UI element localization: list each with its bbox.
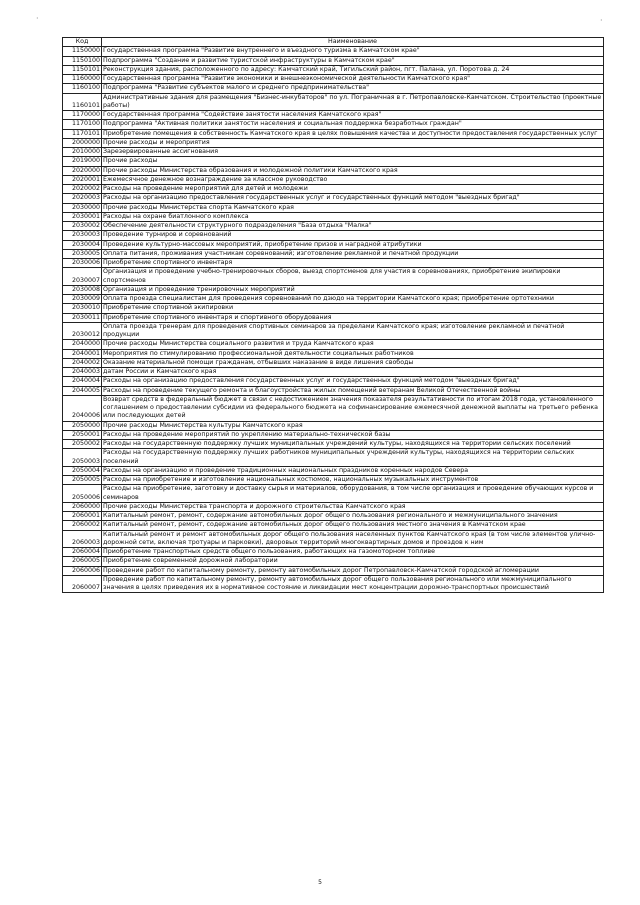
row-name: Подпрограмма "Активная политики занятости населения и социальная поддержка безработных граждан": [102, 120, 604, 129]
table-row: [63, 368, 604, 377]
row-code: 2040003: [63, 368, 102, 377]
row-name: Приобретение спортивного инвентаря и спортивного оборудования: [102, 313, 604, 322]
row-code: 2030012: [63, 322, 102, 340]
table-row: [63, 84, 604, 93]
row-code: 2060004: [63, 548, 102, 557]
row-code: 2030006: [63, 259, 102, 268]
row-name: Прочие расходы Министерства образования и молодежной политики Камчатского края: [102, 166, 604, 175]
row-code: 2030000: [63, 203, 102, 212]
row-name: Расходы на приобретение и изготовление национальных костюмов, национальных музыкальных инструментов: [102, 476, 604, 485]
row-name: Организация и проведение тренировочных мероприятий: [102, 285, 604, 294]
row-code: 2060006: [63, 566, 102, 575]
table-row: [63, 340, 604, 349]
table-row: [63, 386, 604, 395]
row-name: Капитальный ремонт, ремонт, содержание автомобильных дорог общего пользования местного значения в Камчатском крае: [102, 521, 604, 530]
row-code: 1160000: [63, 75, 102, 84]
table-row: [63, 75, 604, 84]
row-code: 2000000: [63, 138, 102, 147]
row-name: Расходы на организацию предоставления государственных услуг и государственных функций методом "выездных бригад": [102, 194, 604, 203]
row-name: Приобретение современной дорожной лаборатории: [102, 557, 604, 566]
row-code: 2020001: [63, 175, 102, 184]
row-code: 2030004: [63, 240, 102, 249]
row-code: 2060005: [63, 557, 102, 566]
row-code: 2060000: [63, 502, 102, 511]
table-row: [63, 485, 604, 503]
table-row: [63, 502, 604, 511]
table-header-row: [63, 38, 604, 47]
row-code: 2030008: [63, 285, 102, 294]
row-code: 2030003: [63, 231, 102, 240]
row-code: 2030005: [63, 249, 102, 258]
table-row: [63, 148, 604, 157]
table-row: [63, 157, 604, 166]
row-name: Государственная программа "Содействие занятости населения Камчатского края": [102, 111, 604, 120]
row-name: Административные здания для размещения "Бизнес-инкубаторов" по ул. Пограничная в г. Петропавловске-Камчатском. Строительство (проектные работы): [102, 93, 604, 111]
table-row: [63, 268, 604, 286]
table-row: [63, 185, 604, 194]
table-row: [63, 93, 604, 111]
table-row: [63, 138, 604, 147]
scan-mark: ·: [36, 14, 39, 23]
row-code: 2040004: [63, 377, 102, 386]
row-name: Прочие расходы Министерства культуры Камчатского края: [102, 421, 604, 430]
table-row: [63, 65, 604, 74]
table-row: [63, 194, 604, 203]
row-name: Прочие расходы и мероприятия: [102, 138, 604, 147]
row-name: Оплата проезда тренерам для проведения спортивных семинаров за пределами Камчатского края; изготовление рекламной и печатной продукции: [102, 322, 604, 340]
table-row: [63, 259, 604, 268]
row-name: Оказание материальной помощи гражданам, отбывших наказание в виде лишения свободы: [102, 358, 604, 367]
table-row: [63, 175, 604, 184]
table-row: [63, 575, 604, 593]
row-name: Проведение культурно-массовых мероприятий, приобретение призов и наградной атрибутики: [102, 240, 604, 249]
row-name: Проведение работ по капитальному ремонту, ремонту автомобильных дорог Петропавловск-Камчатской городской агломерации: [102, 566, 604, 575]
table-row: [63, 56, 604, 65]
table-row: [63, 240, 604, 249]
table-row: [63, 313, 604, 322]
table-row: [63, 557, 604, 566]
table-row: [63, 548, 604, 557]
table-row: [63, 377, 604, 386]
row-code: 1150101: [63, 65, 102, 74]
row-name: Подпрограмма "Развитие субъектов малого и среднего предпринимательства": [102, 84, 604, 93]
row-code: 2030010: [63, 304, 102, 313]
row-code: 2050002: [63, 440, 102, 449]
row-name: Подпрограмма "Создание и развитие туристской инфраструктуры в Камчатском крае": [102, 56, 604, 65]
row-name: Государственная программа "Развитие экономики и внешнеэкономической деятельности Камчатского края": [102, 75, 604, 84]
row-name: Капитальный ремонт и ремонт автомобильных дорог общего пользования населенных пунктов Камчатского края (в том числе элементов улично-дорожной сети, включая тротуары и парковки), дворовых территорий многоквартирных домов и проездов к ним: [102, 530, 604, 548]
page-number: 5: [318, 879, 322, 886]
row-name: Расходы на проведение мероприятий по укреплению материально-технической базы: [102, 430, 604, 439]
row-code: 2010000: [63, 148, 102, 157]
table-row: [63, 530, 604, 548]
row-name: Приобретение помещения в собственность Камчатского края в целях повышения качества и доступности предоставления государственных услуг: [102, 129, 604, 138]
row-name: Проведение работ по капитальному ремонту, ремонту автомобильных дорог общего пользования регионального или межмуниципального значения в целях приведения их в нормативное состояние и ликвидации мест концентрации дорожно-транспортных происшествий: [102, 575, 604, 593]
row-name: Возврат средств в федеральный бюджет в связи с недостижением значения показателя результативности по итогам 2018 года, установленного соглашением о предоставлении субсидии из федерального бюджета на софинансирование ежемесячной денежной выплаты на третьего ребенка или последующих детей: [102, 395, 604, 421]
row-name: Обеспечение деятельности структурного подразделения "База отдыха "Малка": [102, 222, 604, 231]
row-code: 2050001: [63, 430, 102, 439]
row-name: Приобретение спортивного инвентаря: [102, 259, 604, 268]
table-row: [63, 566, 604, 575]
row-name: Прочие расходы Министерства социального развития и труда Камчатского края: [102, 340, 604, 349]
table-row: [63, 512, 604, 521]
row-code: 2040002: [63, 358, 102, 367]
row-code: 2060002: [63, 521, 102, 530]
row-code: 2040001: [63, 349, 102, 358]
row-code: 1150100: [63, 56, 102, 65]
row-name: Ежемесячное денежное вознаграждение за классное руководство: [102, 175, 604, 184]
row-name: Оплата проезда специалистам для проведения соревнований по дзюдо на территории Камчатского края; приобретение ортотехники: [102, 295, 604, 304]
table-row: [63, 249, 604, 258]
row-code: 2040006: [63, 395, 102, 421]
table-row: [63, 440, 604, 449]
table-row: [63, 521, 604, 530]
row-name: Расходы на проведение мероприятий для детей и молодежи: [102, 185, 604, 194]
table-body: [63, 47, 604, 593]
row-code: 2050006: [63, 485, 102, 503]
row-code: 2050000: [63, 421, 102, 430]
row-code: 2060007: [63, 575, 102, 593]
table-row: [63, 358, 604, 367]
scan-mark: ·: [600, 16, 603, 25]
row-code: 1170100: [63, 120, 102, 129]
table-row: [63, 129, 604, 138]
table-row: [63, 349, 604, 358]
row-code: 2050004: [63, 466, 102, 475]
table-row: [63, 285, 604, 294]
table-row: [63, 322, 604, 340]
row-code: 2040005: [63, 386, 102, 395]
row-code: 1160101: [63, 93, 102, 111]
table-row: [63, 231, 604, 240]
row-name: Расходы на государственную поддержку лучших работников муниципальных учреждений культуры, находящихся на территории сельских поселений: [102, 449, 604, 467]
table-row: [63, 449, 604, 467]
table-row: [63, 166, 604, 175]
table-row: [63, 120, 604, 129]
table-row: [63, 203, 604, 212]
row-name: Оплата питания, проживания участникам соревнований; изготовление рекламной и печатной продукции: [102, 249, 604, 258]
row-code: 2040000: [63, 340, 102, 349]
table-row: [63, 304, 604, 313]
row-name: Капитальный ремонт, ремонт, содержание автомобильных дорог общего пользования регионального и межмуниципального значения: [102, 512, 604, 521]
row-code: 2030011: [63, 313, 102, 322]
row-name: Расходы на организацию предоставления государственных услуг и государственных функций методом "выездных бригад": [102, 377, 604, 386]
row-code: 2020002: [63, 185, 102, 194]
table-row: [63, 395, 604, 421]
table-row: [63, 222, 604, 231]
code-table: [62, 37, 604, 593]
row-code: 2050005: [63, 476, 102, 485]
table-row: [63, 212, 604, 221]
row-code: 2030001: [63, 212, 102, 221]
row-code: 2060003: [63, 530, 102, 548]
header-name: Наименование: [102, 38, 604, 47]
row-code: 2060001: [63, 512, 102, 521]
row-name: Приобретение спортивной экипировки: [102, 304, 604, 313]
table-row: [63, 47, 604, 56]
row-code: 1170000: [63, 111, 102, 120]
row-name: Зарезервированные ассигнования: [102, 148, 604, 157]
row-code: 1170101: [63, 129, 102, 138]
row-code: 1150000: [63, 47, 102, 56]
row-name: Прочие расходы: [102, 157, 604, 166]
row-code: 2020000: [63, 166, 102, 175]
row-code: 2050003: [63, 449, 102, 467]
row-name: датам России и Камчатского края: [102, 368, 604, 377]
row-name: Государственная программа "Развитие внутреннего и въездного туризма в Камчатском крае": [102, 47, 604, 56]
row-name: Прочие расходы Министерства спорта Камчатского края: [102, 203, 604, 212]
row-code: 2020003: [63, 194, 102, 203]
row-name: Расходы на государственную поддержку лучших муниципальных учреждений культуры, находящихся на территории сельских поселений: [102, 440, 604, 449]
table-row: [63, 421, 604, 430]
table-row: [63, 111, 604, 120]
row-name: Расходы на охране биатлонного комплекса: [102, 212, 604, 221]
table-row: [63, 430, 604, 439]
row-name: Мероприятия по стимулированию профессиональной деятельности социальных работников: [102, 349, 604, 358]
row-name: Реконструкция здания, расположенного по адресу: Камчатский край, Тигильский район, пгт. Палана, ул. Поротова д. 24: [102, 65, 604, 74]
table-row: [63, 476, 604, 485]
table-row: [63, 295, 604, 304]
row-code: 2030007: [63, 268, 102, 286]
row-name: Организация и проведение учебно-тренировочных сборов, выезд спортсменов для участия в соревнованиях, приобретение экипировки спортсменов: [102, 268, 604, 286]
header-code: Код: [63, 38, 102, 47]
row-code: 2019000: [63, 157, 102, 166]
row-name: Проведение турниров и соревнований: [102, 231, 604, 240]
row-name: Приобретение транспортных средств общего пользования, работающих на газомоторном топливе: [102, 548, 604, 557]
row-code: 2030002: [63, 222, 102, 231]
row-name: Расходы на проведение текущего ремонта и благоустройства жилых помещений ветеранам Великой Отечественной войны: [102, 386, 604, 395]
table-row: [63, 466, 604, 475]
row-name: Расходы на организацию и проведение традиционных национальных праздников коренных народов Севера: [102, 466, 604, 475]
row-code: 1160100: [63, 84, 102, 93]
row-name: Прочие расходы Министерства транспорта и дорожного строительства Камчатского края: [102, 502, 604, 511]
row-name: Расходы на приобретение, заготовку и доставку сырья и материалов, оборудования, в том числе организация и проведение обучающих курсов и семинаров: [102, 485, 604, 503]
row-code: 2030009: [63, 295, 102, 304]
